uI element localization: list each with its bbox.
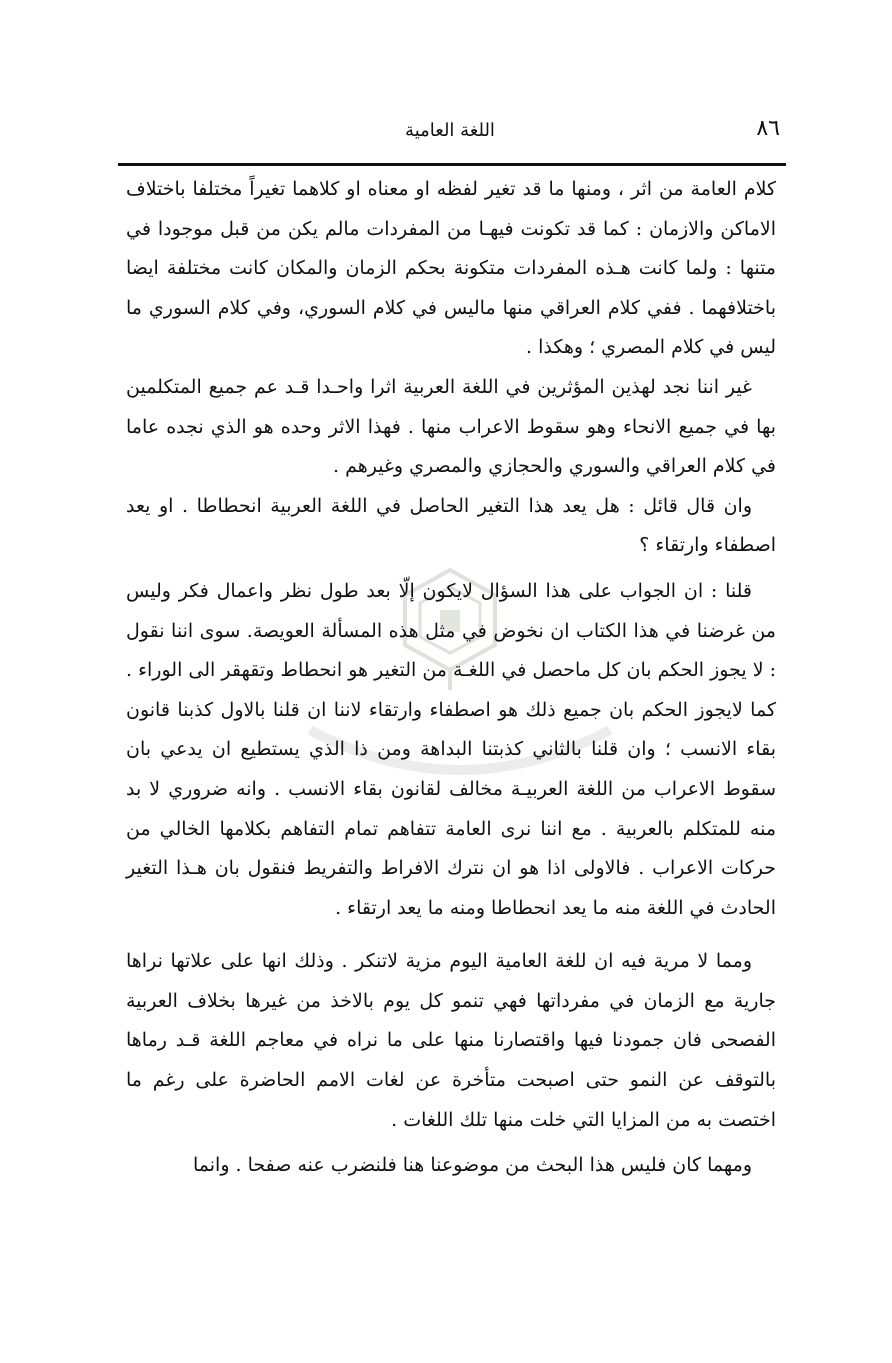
running-title: اللغة العامية <box>405 120 495 141</box>
paragraph-1: كلام العامة من اثر ، ومنها ما قد تغير لفظه او معناه او كلاهما تغيراً مختلفا باختلاف الاماكن والازمان : كما قد تكونت فيهـا من المفردات مالم يكن من قبل موجودا في متنها : ولما كانت هـذه المفردات متكونة بحكم الزمان والمكان كانت مختلفة ايضا باختلافهما . ففي كلام العراقي منها ماليس في كلام السوري، وفي كلام السوري ما ليس في كلام المصري ؛ وهكذا . <box>126 178 776 359</box>
page-number: ٨٦ <box>756 116 780 141</box>
paragraph-gap <box>126 928 776 942</box>
header-rule <box>118 163 786 166</box>
paragraph-4: قلنا : ان الجواب على هذا السؤال لايكون إلّا بعد طول نظر واعمال فكر وليس من غرضنا في هذا الكتاب ان نخوض في مثل هذه المسألة العويصة. سوى اننا نقول : لا يجوز الحكم بان كل ماحصل في اللغـة من التغير هو انحطاط وتقهقر الى الوراء . كما لايجوز الحكم بان جميع ذلك هو اصطفاء وارتقاء لاننا ان قلنا بالاول كذبنا قانون بقاء الانسب ؛ وان قلنا بالثاني كذبتنا البداهة ومن ذا الذي يستطيع ان يدعي بان سقوط الاعراب من اللغة العربيـة مخالف لقانون بقاء الانسب . وانه ضروري لا بد منه للمتكلم بالعربية . مع اننا نرى العامة تتفاهم تمام التفاهم بكلامها الخالي من حركات الاعراب . فالاولى اذا هو ان نترك الافراط والتفريط فنقول بان هـذا التغير الحادث في اللغة منه ما يعد انحطاطا ومنه ما يعد ارتقاء . <box>126 579 776 919</box>
paragraph-6: ومهما كان فليس هذا البحث من موضوعنا هنا فلنضرب عنه صفحا . وانما <box>192 1154 752 1177</box>
paragraph-5: ومما لا مرية فيه ان للغة العامية اليوم مزية لاتنكر . وذلك انها على علاتها نراها جارية مع الزمان في مفرداتها فهي تنمو كل يوم بالاخذ من غيرها بخلاف العربية الفصحى فان جمودنا فيها واقتصارنا منها على ما نراه في معاجم اللغة قـد رماها بالتوقف عن النمو حتى اصبحت متأخرة عن لغات الامم الحاضرة على رغم ما اختصت به من المزايا التي خلت منها تلك اللغات . <box>126 950 776 1131</box>
paragraph-2: غير اننا نجد لهذين المؤثرين في اللغة العربية اثرا واحـدا قـد عم جميع المتكلمين بها في جميع الانحاء وهو سقوط الاعراب منها . فهذا الاثر وحده هو الذي نجده عاما في كلام العراقي والسوري والحجازي والمصري وغيرهم . <box>126 375 776 478</box>
body-text <box>126 170 776 1186</box>
paragraph-3: وان قال قائل : هل يعد هذا التغير الحاصل في اللغة العربية انحطاطا . او يعد اصطفاء وارتقاء ؟ <box>126 494 776 557</box>
page-header <box>120 112 780 152</box>
